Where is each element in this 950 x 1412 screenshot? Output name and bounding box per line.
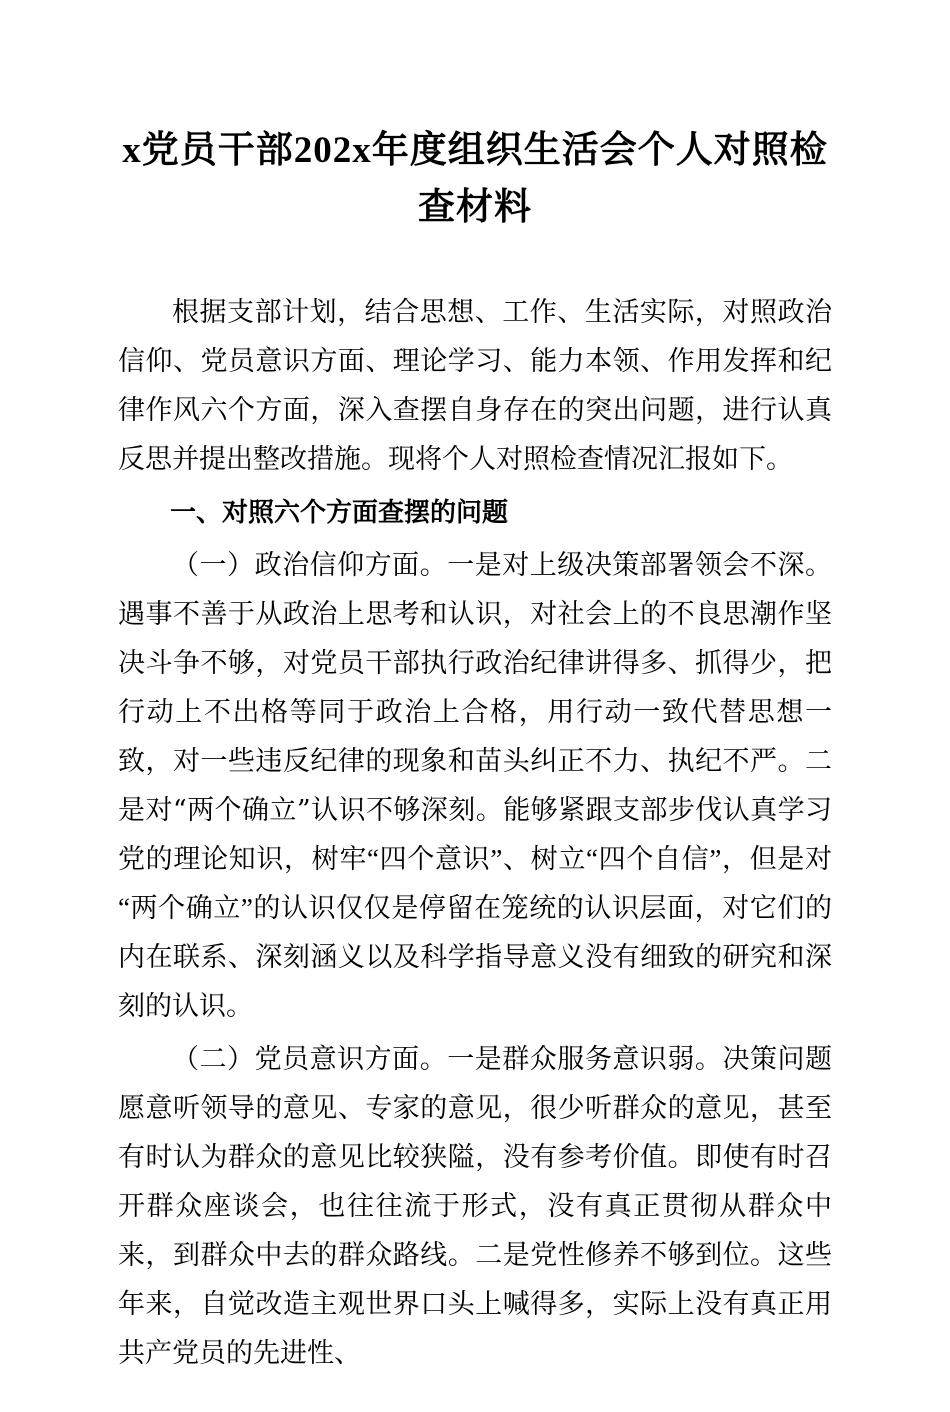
body-text: 遇事不善于从政治上思考和认识，对社会上的不良思潮作坚决斗争不够，对党员干部执行政治纪律讲得多、抓得少，把行动上不出格等同于政治上合格，用行动一致代替思想一致，对一些违反纪律的现象和苗头纠正不力、执纪不严。 xyxy=(118,599,832,776)
body-text: 一、对照六个方面查摆的问题 xyxy=(170,498,509,527)
body-text: 决策问题愿意听领导的意见、专家的意见，很少听群众的意见，甚至有时认为群众的意见比较狭隘，没有参考价值。即使有时召开群众座谈会，也往往流于形式，没有真正贯彻从群众中来，到群众中去的群众路线。 xyxy=(118,1044,833,1270)
body-text: 这些年来，自觉改造主观世界口头上喊得多，实际上没有真正用共产党员的先进性、 xyxy=(118,1240,833,1368)
lead-in-text: 二是党性修养不够到位。 xyxy=(475,1240,778,1271)
lead-in-text: （二）党员意识方面。一是群众服务意识弱。 xyxy=(172,1044,723,1075)
section-heading xyxy=(118,488,832,537)
lead-in-text: 二是对“两个确立”认识不够深刻。 xyxy=(118,746,832,826)
paragraph xyxy=(118,288,832,484)
document-title: x党员干部202x年度组织生活会个人对照检查材料 xyxy=(122,130,828,228)
body-text: 能够紧跟支部步伐认真学习党的理论知识，树牢“四个意识”、树立“四个自信”，但是对“两个确立”的认识仅仅是停留在笼统的认识层面，对它们的内在联系、深刻涵义以及科学指导意义没有细致的研究和深刻的认识。 xyxy=(118,795,833,1021)
document-body xyxy=(118,288,832,1378)
paragraph xyxy=(118,541,832,1031)
lead-in-text: （一）政治信仰方面。一是对上级决策部署领会不深。 xyxy=(172,550,832,581)
body-text: 根据支部计划，结合思想、工作、生活实际，对照政治信仰、党员意识方面、理论学习、能力本领、作用发挥和纪律作风六个方面，深入查摆自身存在的突出问题，进行认真反思并提出整改措施。现将个人对照检查情况汇报如下。 xyxy=(118,297,832,474)
paragraph xyxy=(118,1035,832,1378)
